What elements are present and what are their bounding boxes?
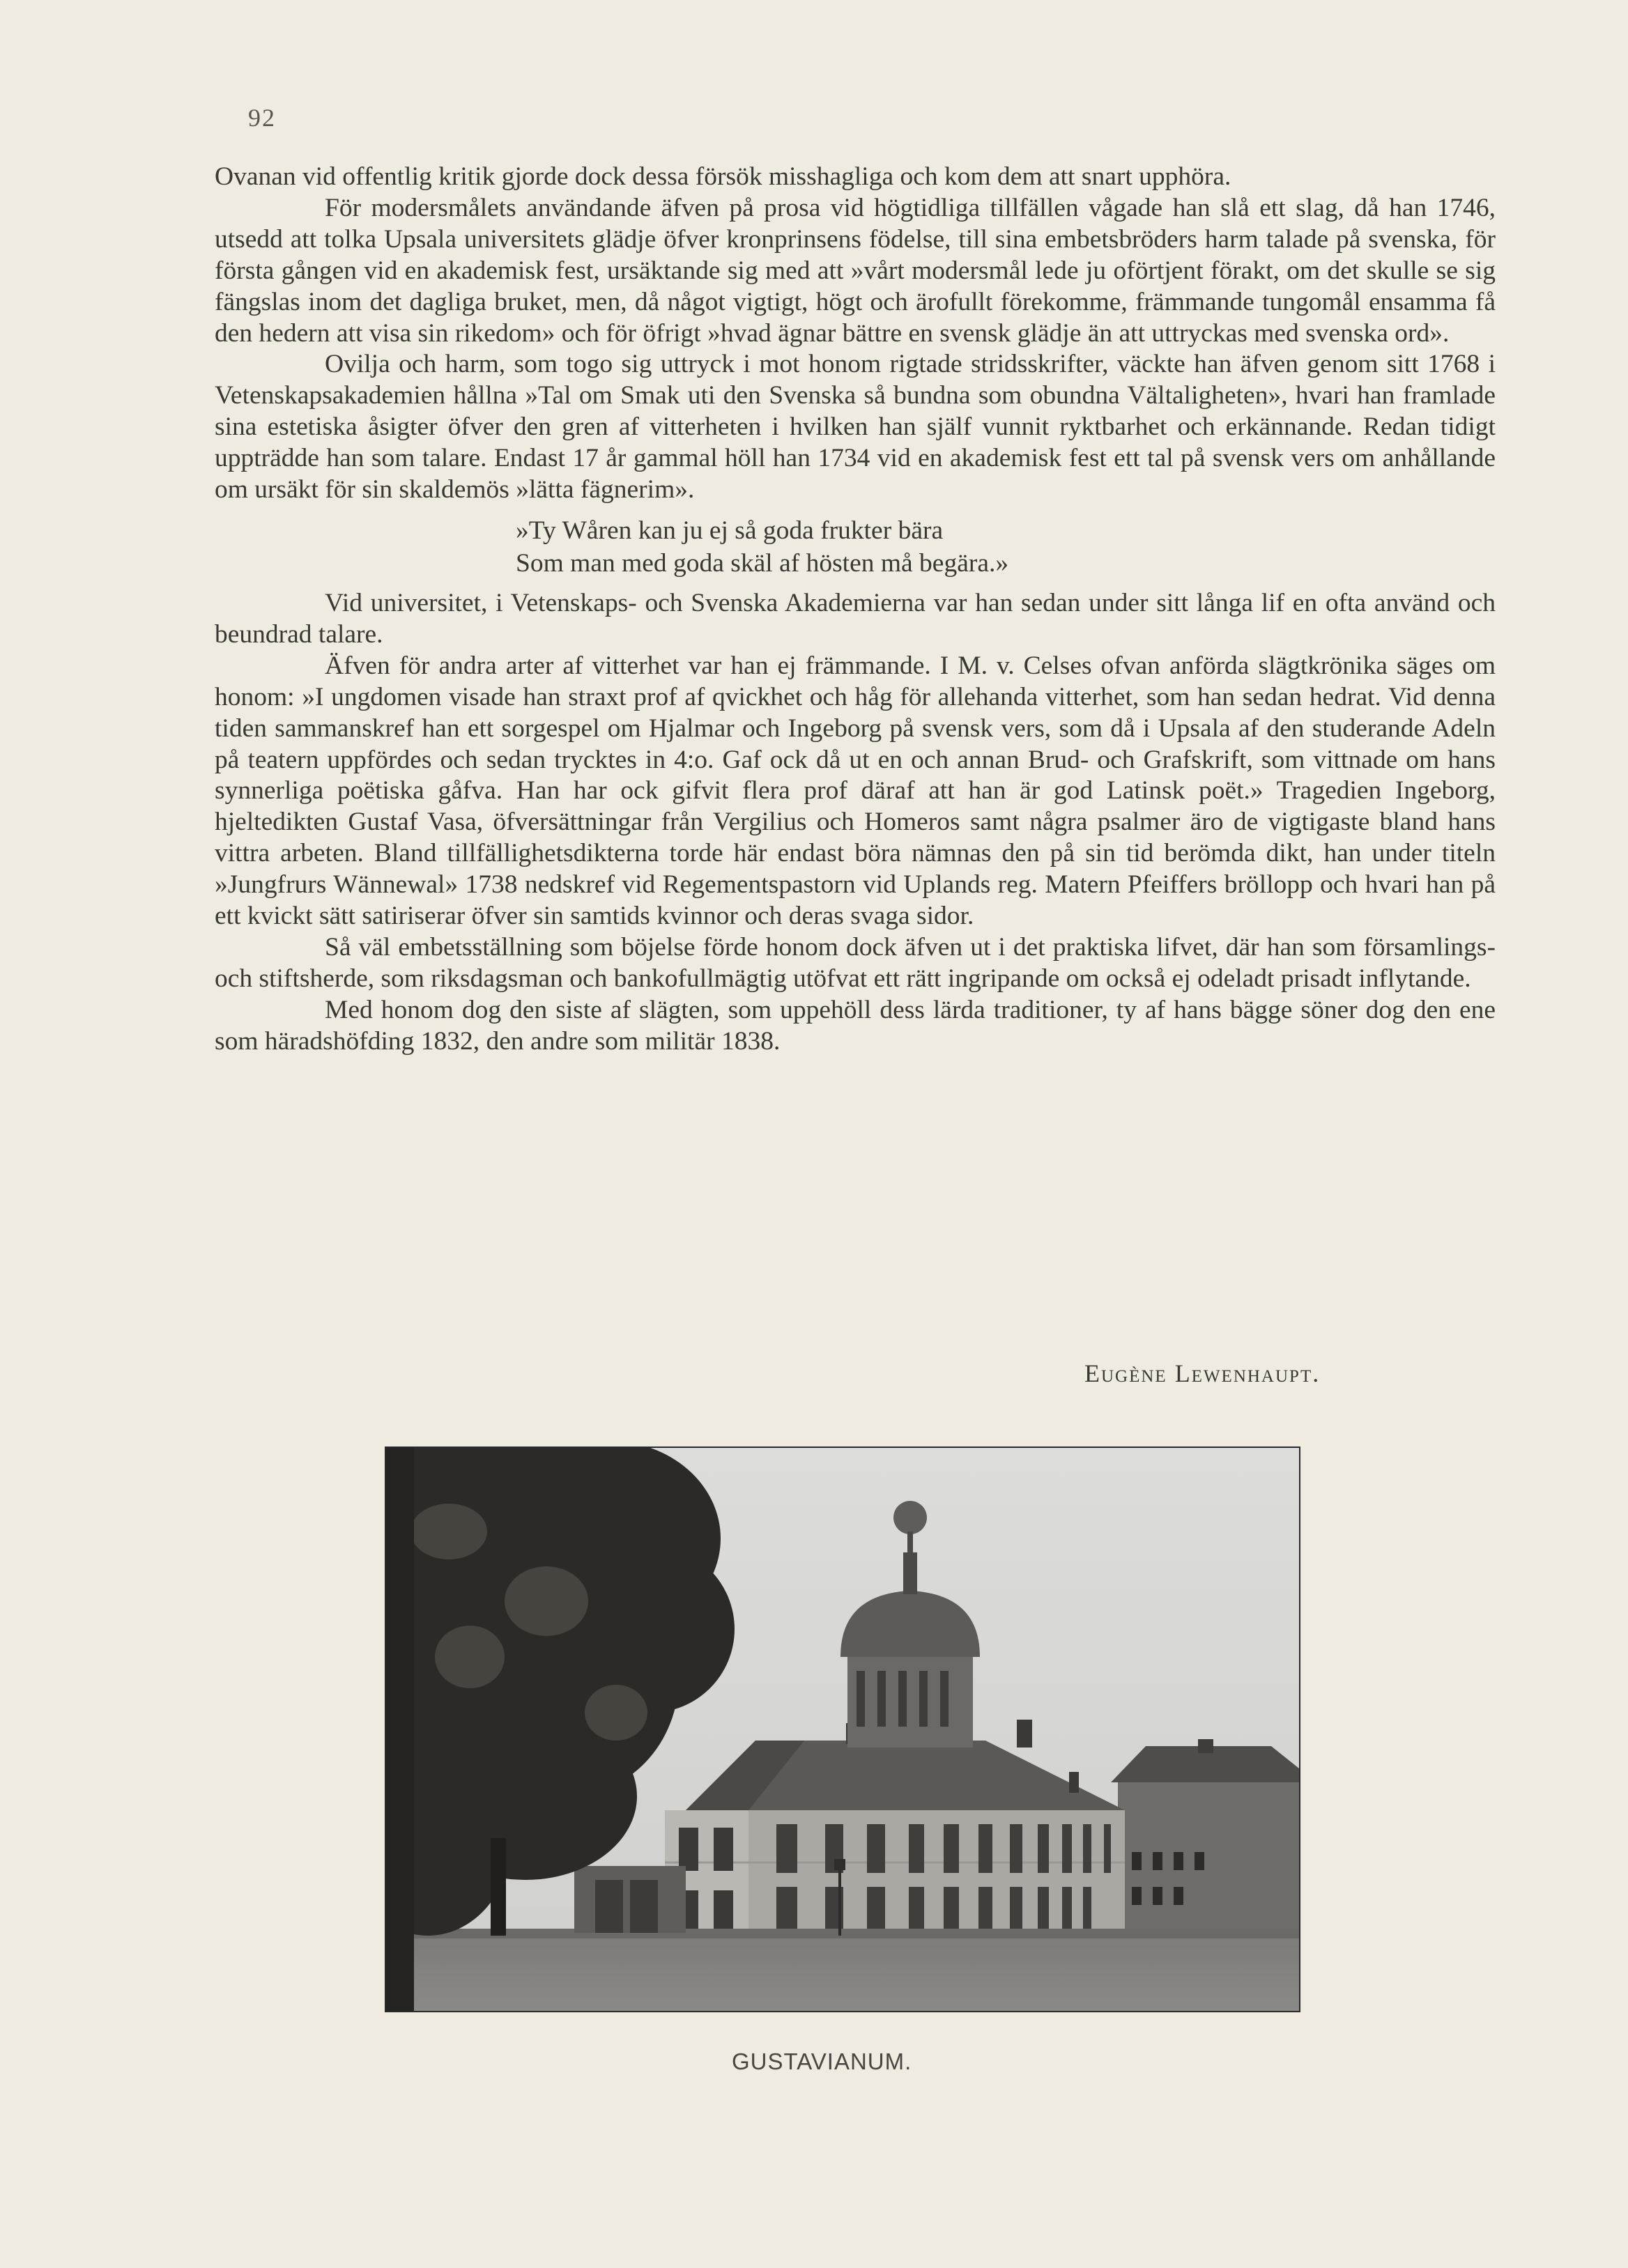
paragraph: Vid universitet, i Vetenskaps- och Svenska Akademierna var han sedan under sitt långa lif en ofta använd och beundrad talare.: [215, 588, 1496, 649]
paragraph: Ovanan vid offentlig kritik gjorde dock dessa försök misshagliga och kom dem att snart upphöra.: [215, 162, 1231, 191]
quote-line: »Ty Wåren kan ju ej så goda frukter bära: [516, 516, 944, 545]
building-illustration: [386, 1448, 1299, 2011]
paragraph: Med honom dog den siste af slägten, som uppehöll dess lärda traditioner, ty af hans bägge söner dog den ene som häradshöfding 1832, den andre som militär 1838.: [215, 995, 1496, 1056]
page-number: 92: [248, 104, 276, 132]
article-body: [215, 162, 1496, 1058]
paragraph: För modersmålets användande äfven på prosa vid högtidliga tillfällen vågade han slå ett slag, då han 1746, utsedd att tolka Upsala universitets glädje öfver kronprinsens födelse, till sina embetsbröders harm talade på svenska, för första gången vid en akademisk fest, ursäktande sig med att »vårt modersmål lede ju oförtjent förakt, om det skulle se sig fängslas inom det dagliga bruket, men, då något vigtigt, högt och ärofullt förekomme, främmande tungomål ensamma få den hedern att visa sin rikedom» och för öfrigt »hvad ägnar bättre en svensk glädje än att uttryckas med svenska ord».: [215, 193, 1496, 348]
quote-line: Som man med goda skäl af hösten må begära.»: [516, 548, 1009, 578]
paragraph: Äfven för andra arter af vitterhet var han ej främmande. I M. v. Celses ofvan anförda slägtkrönika säges om honom: »I ungdomen visade han straxt prof af qvickhet och håg för allehanda vitterhet, som han sedan hedrat. Vid denna tiden sammanskref han ett sorgespel om Hjalmar och Ingeborg på svensk vers, som då i Upsala af den studerande Adeln på teatern uppfördes och sedan trycktes in 4:o. Gaf ock då ut en och annan Brud- och Grafskrift, som vittnade om hans synnerliga poëtiska gåfva. Han har ock gifvit flera prof däraf att han är god Latinsk poët.» Tragedien Ingeborg, hjeltedikten Gustaf Vasa, öfversättningar från Vergilius och Homeros samt några psalmer äro de vigtigaste bland hans vittra arbeten. Bland tillfällighetsdikterna torde här endast böra nämnas den på sin tid berömda dikt, han under titeln »Jungfrurs Wännewal» 1738 nedskref vid Regementspastorn vid Uplands reg. Matern Pfeiffers bröllopp och hvari han på ett kvickt sätt satiriserar öfver sin samtids kvinnor och deras svaga sidor.: [215, 651, 1496, 931]
gustavianum-photograph: [385, 1447, 1300, 2012]
paragraph: Ovilja och harm, som togo sig uttryck i mot honom rigtade stridsskrifter, väckte han äfven genom sitt 1768 i Vetenskapsakademien hållna »Tal om Smak uti den Svenska så bundna som obundna Vältaligheten», hvari han framlade sina estetiska åsigter öfver den gren af vitterheten i hvilken han själf vunnit ryktbarhet och erkännande. Redan tidigt uppträdde han som talare. Endast 17 år gammal höll han 1734 vid en akademisk fest ett tal på svensk vers om anhållande om ursäkt för sin skaldemös »lätta fägnerim».: [215, 350, 1496, 504]
photo-caption: GUSTAVIANUM.: [732, 2049, 912, 2074]
verse-quote: [516, 514, 1496, 580]
author-signature: Eugène Lewenhaupt.: [1084, 1359, 1321, 1387]
paragraph: Så väl embetsställning som böjelse förde honom dock äfven ut i det praktiska lifvet, där han som församlings- och stiftsherde, som riksdagsman och bankofullmägtig utöfvat ett rätt ingripande om också ej odeladt prisadt inflytande.: [215, 932, 1496, 993]
